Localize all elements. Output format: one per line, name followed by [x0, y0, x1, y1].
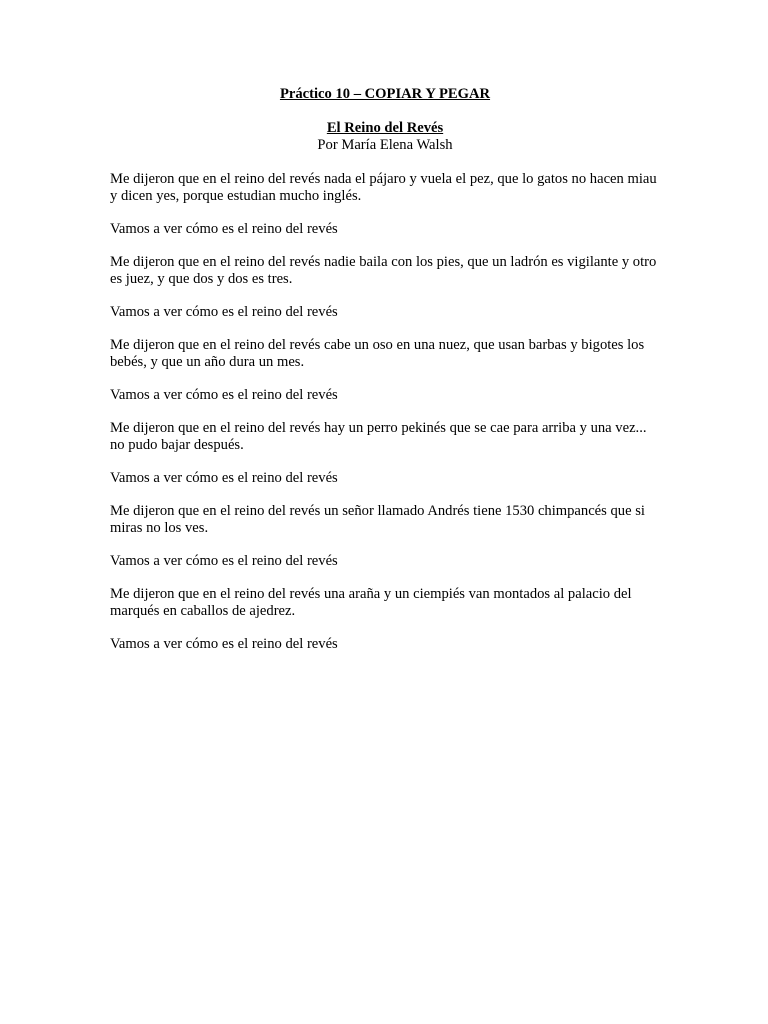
song-lyrics: [110, 171, 660, 653]
verse-2: Me dijeron que en el reino del revés nadie baila con los pies, que un ladrón es vigilante y otro es juez, y que dos y dos es tres.: [110, 254, 657, 287]
document-body: [110, 86, 660, 669]
verse-3: Me dijeron que en el reino del revés cabe un oso en una nuez, que usan barbas y bigotes los bebés, y que un año dura un mes.: [110, 337, 645, 370]
verse-4: Me dijeron que en el reino del revés hay un perro pekinés que se cae para arriba y una vez... no pudo bajar después.: [110, 420, 647, 453]
chorus-3: Vamos a ver cómo es el reino del revés: [110, 387, 338, 403]
verse-1: Me dijeron que en el reino del revés nada el pájaro y vuela el pez, que lo gatos no hacen miau y dicen yes, porque estudian mucho inglés.: [110, 171, 657, 204]
chorus-6: Vamos a ver cómo es el reino del revés: [110, 636, 338, 652]
song-title: El Reino del Revés: [326, 120, 444, 136]
verse-6: Me dijeron que en el reino del revés una araña y un ciempiés van montados al palacio del marqués en caballos de ajedrez.: [110, 586, 632, 619]
verse-5: Me dijeron que en el reino del revés un señor llamado Andrés tiene 1530 chimpancés que si miras no los ves.: [110, 503, 645, 536]
chorus-1: Vamos a ver cómo es el reino del revés: [110, 221, 338, 237]
chorus-4: Vamos a ver cómo es el reino del revés: [110, 470, 338, 486]
song-author: Por María Elena Walsh: [317, 137, 453, 153]
chorus-5: Vamos a ver cómo es el reino del revés: [110, 553, 338, 569]
document-title: Práctico 10 – COPIAR Y PEGAR: [279, 86, 491, 102]
chorus-2: Vamos a ver cómo es el reino del revés: [110, 304, 338, 320]
